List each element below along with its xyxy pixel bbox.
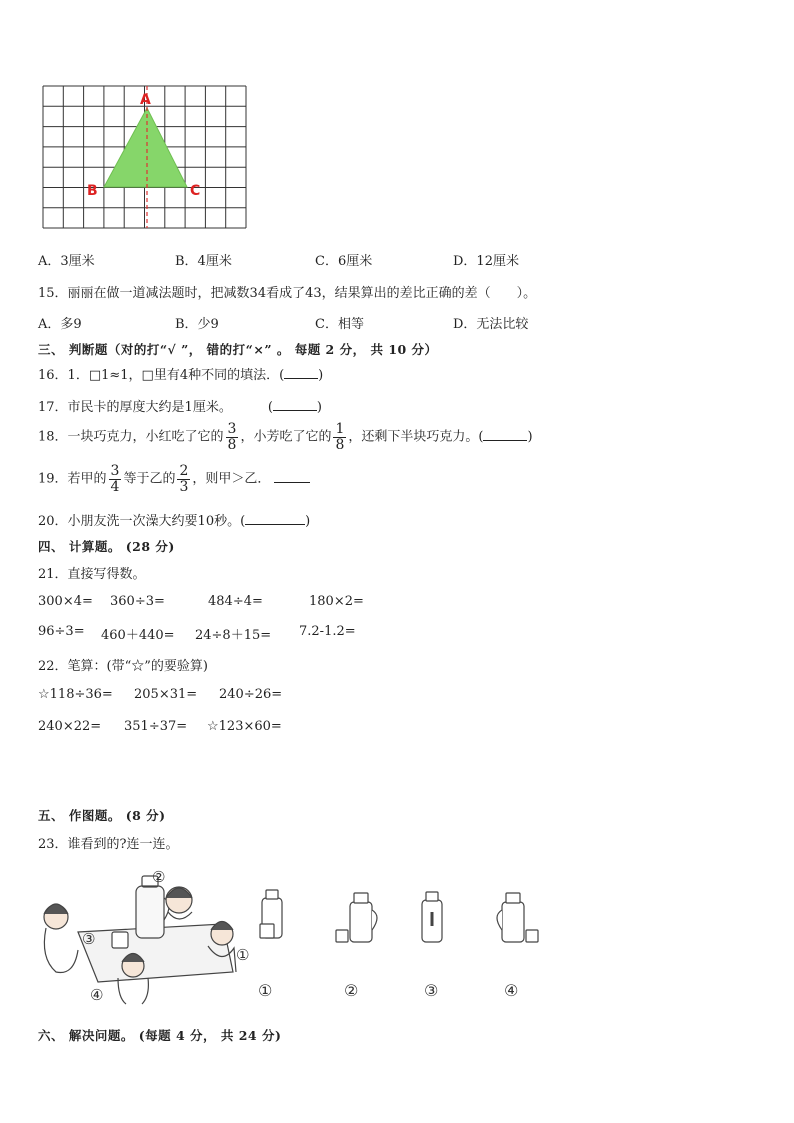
q15-question: 15．丽丽在做一道减法题时，把减数34看成了43，结果算出的差比正确的差（ ）。: [38, 286, 537, 301]
view-label-1: ①: [258, 981, 273, 1000]
q17-question: 17．市民卡的厚度大约是1厘米。 ( ): [38, 400, 322, 415]
q22-item: ☆118÷36=: [38, 687, 113, 702]
views-row: [252, 880, 552, 1005]
q20-answer-blank[interactable]: [245, 524, 305, 525]
q21-item: 360÷3=: [110, 594, 165, 609]
q21-item: 24÷8＋15=: [195, 628, 272, 643]
q15-option-c[interactable]: C．相等: [315, 317, 364, 332]
view-label-3: ③: [424, 981, 439, 1000]
q18-fraction-2: $\frac{1}{8}$: [335, 421, 345, 453]
vertex-label-a: A: [140, 92, 151, 108]
scene-label-1: ①: [236, 946, 250, 964]
view-2-figure: [336, 893, 377, 942]
section-3-heading: 三、 判断题（对的打“√ ”， 错的打“×” 。 每题 2 分， 共 10 分）: [38, 342, 438, 357]
q15-option-d[interactable]: D．无法比较: [453, 317, 529, 332]
q21-item: 300×4=: [38, 594, 93, 609]
q22-item: ☆123×60=: [207, 719, 282, 734]
q18-fraction-1: $\frac{3}{8}$: [227, 421, 237, 453]
view-label-2: ②: [344, 981, 359, 1000]
view-1-figure: [260, 890, 282, 938]
q17-text: 17．市民卡的厚度大约是1厘米。: [38, 400, 232, 415]
q19-question: 19．若甲的 $\frac{3}{4}$ 等于乙的 $\frac{2}{3}$ ，则甲＞乙．: [38, 464, 310, 494]
q21-item: 180×2=: [309, 594, 364, 609]
view-label-4: ④: [504, 981, 519, 1000]
q21-item: 460＋440=: [101, 628, 175, 643]
children-table-scene: [38, 862, 248, 1007]
q14-option-d[interactable]: D．12厘米: [453, 254, 519, 269]
section-4-heading: 四、 计算题。 (28 分): [38, 539, 175, 554]
q16-text: 16．1．□1≈1，□里有4种不同的填法．(: [38, 368, 285, 383]
q20-question: 20．小朋友洗一次澡大约要10秒。( ): [38, 514, 311, 529]
vertex-label-c: C: [190, 183, 201, 199]
q15-option-a[interactable]: A．多9: [38, 317, 82, 332]
q16-answer-blank[interactable]: [284, 378, 318, 379]
view-4-figure: [497, 893, 538, 942]
q19-answer-blank[interactable]: [274, 482, 310, 483]
vertex-label-b: B: [87, 183, 98, 199]
section-6-heading: 六、 解决问题。 (每题 4 分， 共 24 分): [38, 1028, 282, 1043]
q22-item: 240×22=: [38, 719, 102, 734]
q22-item: 351÷37=: [124, 719, 188, 734]
q21-question: 21．直接写得数。: [38, 567, 146, 582]
q18-answer-blank[interactable]: [483, 440, 527, 441]
q19-fraction-2: $\frac{2}{3}$: [179, 463, 189, 495]
section-5-heading: 五、 作图题。 (8 分): [38, 808, 166, 823]
q15-option-b[interactable]: B．少9: [175, 317, 219, 332]
q22-item: 240÷26=: [219, 687, 283, 702]
q14-option-c[interactable]: C．6厘米: [315, 254, 373, 269]
scene-label-4: ④: [90, 986, 104, 1004]
q22-item: 205×31=: [134, 687, 198, 702]
q17-answer-blank[interactable]: [273, 410, 317, 411]
q23-question: 23．谁看到的?连一连。: [38, 837, 179, 852]
q21-item: 484÷4=: [208, 594, 263, 609]
scene-label-3: ③: [82, 930, 96, 948]
q16-question: 16．1．□1≈1，□里有4种不同的填法．( ): [38, 368, 324, 383]
triangle-abc: [104, 108, 187, 187]
q21-item: 7.2-1.2=: [299, 624, 356, 639]
q14-option-b[interactable]: B．4厘米: [175, 254, 232, 269]
q22-question: 22．笔算：(带“☆”的要验算): [38, 659, 208, 674]
scene-label-2: ②: [152, 868, 166, 886]
q19-fraction-1: $\frac{3}{4}$: [110, 463, 120, 495]
view-3-figure: [422, 892, 442, 942]
q21-item: 96÷3=: [38, 624, 85, 639]
q18-question: 18．一块巧克力，小红吃了它的 $\frac{3}{8}$ ，小芳吃了它的 $\frac{1}{8}$ ，还剩下半块巧克力。( ): [38, 421, 533, 453]
q14-option-a[interactable]: A．3厘米: [38, 254, 95, 269]
triangle-grid-figure: [40, 84, 250, 230]
